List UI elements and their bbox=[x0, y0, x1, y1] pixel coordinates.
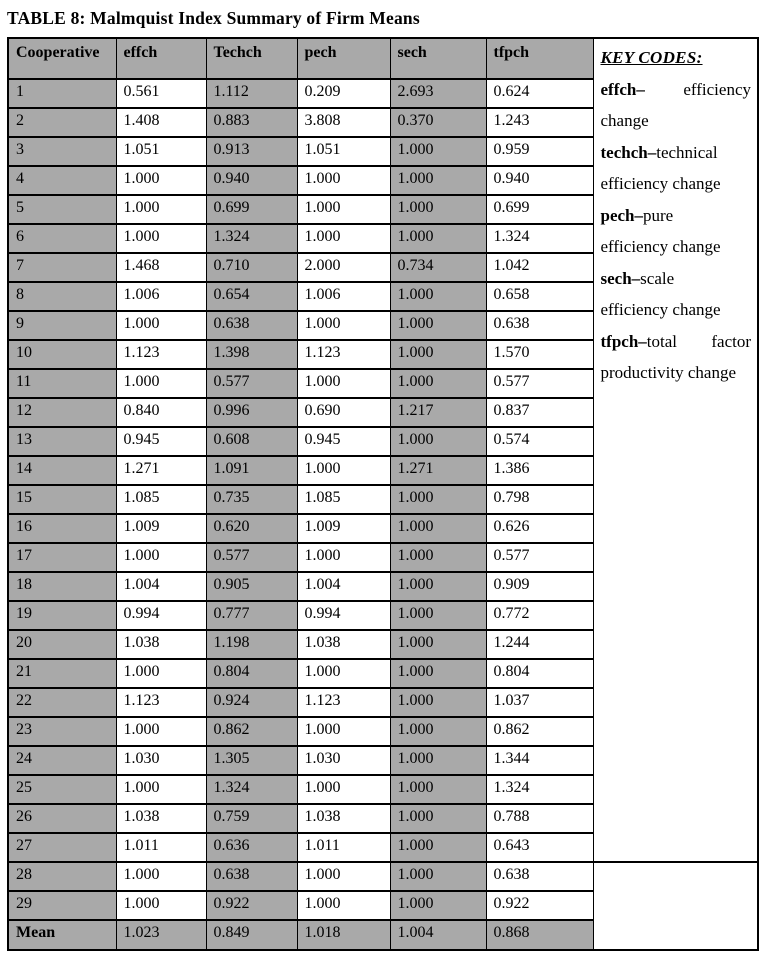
tfpch-cell: 1.344 bbox=[486, 746, 593, 775]
tfpch-cell: 0.940 bbox=[486, 166, 593, 195]
tfpch-cell: 0.638 bbox=[486, 311, 593, 340]
effch-cell: 1.000 bbox=[116, 224, 206, 253]
sech-cell: 1.000 bbox=[390, 282, 486, 311]
techch-cell: 0.913 bbox=[206, 137, 297, 166]
tfpch-cell: 0.798 bbox=[486, 485, 593, 514]
table-title: TABLE 8: Malmquist Index Summary of Firm Means bbox=[7, 8, 420, 28]
pech-cell: 0.209 bbox=[297, 79, 390, 108]
cooperative-cell: 11 bbox=[8, 369, 116, 398]
tfpch-cell: 0.772 bbox=[486, 601, 593, 630]
techch-cell: 1.324 bbox=[206, 224, 297, 253]
tfpch-cell: 0.909 bbox=[486, 572, 593, 601]
sech-cell: 1.000 bbox=[390, 746, 486, 775]
cooperative-cell: 1 bbox=[8, 79, 116, 108]
pech-cell: 1.000 bbox=[297, 659, 390, 688]
cooperative-cell: 25 bbox=[8, 775, 116, 804]
cooperative-cell: 19 bbox=[8, 601, 116, 630]
techch-cell: 0.905 bbox=[206, 572, 297, 601]
pech-cell: 1.123 bbox=[297, 340, 390, 369]
tfpch-cell: 0.699 bbox=[486, 195, 593, 224]
cooperative-cell: 7 bbox=[8, 253, 116, 282]
sech-cell: 1.000 bbox=[390, 311, 486, 340]
sech-cell: 1.000 bbox=[390, 862, 486, 891]
sech-cell: 1.000 bbox=[390, 340, 486, 369]
effch-cell: 1.038 bbox=[116, 804, 206, 833]
pech-cell: 1.000 bbox=[297, 166, 390, 195]
pech-cell: 1.006 bbox=[297, 282, 390, 311]
tfpch-cell: 0.922 bbox=[486, 891, 593, 920]
sech-cell: 2.693 bbox=[390, 79, 486, 108]
effch-cell: 0.561 bbox=[116, 79, 206, 108]
key-code-line: efficiency change bbox=[600, 300, 721, 319]
empty-key-cell bbox=[593, 862, 758, 950]
effch-cell: 1.000 bbox=[116, 311, 206, 340]
sech-cell: 1.271 bbox=[390, 456, 486, 485]
cooperative-cell: 27 bbox=[8, 833, 116, 862]
effch-cell: 1.004 bbox=[116, 572, 206, 601]
sech-cell: 0.734 bbox=[390, 253, 486, 282]
cooperative-cell: 9 bbox=[8, 311, 116, 340]
cooperative-cell: 21 bbox=[8, 659, 116, 688]
techch-cell: 1.198 bbox=[206, 630, 297, 659]
techch-cell: 0.735 bbox=[206, 485, 297, 514]
cooperative-cell: 6 bbox=[8, 224, 116, 253]
tfpch-cell: 0.626 bbox=[486, 514, 593, 543]
techch-cell: 0.922 bbox=[206, 891, 297, 920]
techch-cell: 1.112 bbox=[206, 79, 297, 108]
cooperative-cell: 17 bbox=[8, 543, 116, 572]
tfpch-mean-cell: 0.868 bbox=[486, 920, 593, 950]
pech-cell: 1.030 bbox=[297, 746, 390, 775]
col-header-effch: effch bbox=[116, 38, 206, 79]
effch-cell: 1.408 bbox=[116, 108, 206, 137]
tfpch-cell: 1.386 bbox=[486, 456, 593, 485]
sech-cell: 0.370 bbox=[390, 108, 486, 137]
cooperative-cell: 3 bbox=[8, 137, 116, 166]
techch-mean-cell: 0.849 bbox=[206, 920, 297, 950]
col-header-tfpch: tfpch bbox=[486, 38, 593, 79]
pech-cell: 0.945 bbox=[297, 427, 390, 456]
col-header-cooperative: Cooperative bbox=[8, 38, 116, 79]
effch-cell: 1.030 bbox=[116, 746, 206, 775]
sech-cell: 1.000 bbox=[390, 775, 486, 804]
cooperative-cell: 29 bbox=[8, 891, 116, 920]
effch-cell: 1.038 bbox=[116, 630, 206, 659]
tfpch-cell: 0.638 bbox=[486, 862, 593, 891]
cooperative-cell: 5 bbox=[8, 195, 116, 224]
tfpch-cell: 1.042 bbox=[486, 253, 593, 282]
key-codes-cell bbox=[593, 38, 758, 862]
sech-cell: 1.000 bbox=[390, 891, 486, 920]
techch-cell: 1.305 bbox=[206, 746, 297, 775]
pech-cell: 1.000 bbox=[297, 891, 390, 920]
effch-cell: 1.000 bbox=[116, 862, 206, 891]
key-code-line: productivity change bbox=[600, 363, 736, 382]
sech-cell: 1.000 bbox=[390, 833, 486, 862]
effch-cell: 0.994 bbox=[116, 601, 206, 630]
pech-cell: 1.000 bbox=[297, 311, 390, 340]
techch-cell: 0.636 bbox=[206, 833, 297, 862]
effch-cell: 1.271 bbox=[116, 456, 206, 485]
effch-cell: 1.123 bbox=[116, 340, 206, 369]
malmquist-table bbox=[7, 37, 759, 951]
tfpch-cell: 1.037 bbox=[486, 688, 593, 717]
col-header-techch: Techch bbox=[206, 38, 297, 79]
cooperative-cell: 8 bbox=[8, 282, 116, 311]
effch-cell: 1.000 bbox=[116, 717, 206, 746]
key-code-line-pech: pech–pure bbox=[600, 205, 674, 225]
cooperative-cell: 26 bbox=[8, 804, 116, 833]
pech-cell: 2.000 bbox=[297, 253, 390, 282]
tfpch-cell: 0.658 bbox=[486, 282, 593, 311]
sech-mean-cell: 1.004 bbox=[390, 920, 486, 950]
effch-cell: 1.011 bbox=[116, 833, 206, 862]
cooperative-cell: 28 bbox=[8, 862, 116, 891]
tfpch-cell: 0.577 bbox=[486, 543, 593, 572]
effch-cell: 1.009 bbox=[116, 514, 206, 543]
sech-cell: 1.000 bbox=[390, 137, 486, 166]
tfpch-cell: 1.243 bbox=[486, 108, 593, 137]
col-header-pech: pech bbox=[297, 38, 390, 79]
pech-cell: 1.123 bbox=[297, 688, 390, 717]
pech-cell: 1.000 bbox=[297, 369, 390, 398]
pech-cell: 1.051 bbox=[297, 137, 390, 166]
sech-cell: 1.000 bbox=[390, 601, 486, 630]
cooperative-cell: 22 bbox=[8, 688, 116, 717]
techch-cell: 0.620 bbox=[206, 514, 297, 543]
effch-cell: 1.000 bbox=[116, 891, 206, 920]
effch-cell: 1.000 bbox=[116, 543, 206, 572]
techch-cell: 0.654 bbox=[206, 282, 297, 311]
key-code-line-tfpch: tfpch–total factor bbox=[600, 331, 751, 351]
sech-cell: 1.000 bbox=[390, 427, 486, 456]
key-code-line-effch: effch– efficiency bbox=[600, 79, 751, 99]
techch-cell: 0.862 bbox=[206, 717, 297, 746]
pech-cell: 1.000 bbox=[297, 717, 390, 746]
tfpch-cell: 0.574 bbox=[486, 427, 593, 456]
techch-cell: 0.638 bbox=[206, 862, 297, 891]
sech-cell: 1.000 bbox=[390, 485, 486, 514]
tfpch-cell: 0.788 bbox=[486, 804, 593, 833]
cooperative-cell: 18 bbox=[8, 572, 116, 601]
pech-cell: 1.009 bbox=[297, 514, 390, 543]
pech-mean-cell: 1.018 bbox=[297, 920, 390, 950]
sech-cell: 1.000 bbox=[390, 166, 486, 195]
cooperative-cell: 23 bbox=[8, 717, 116, 746]
techch-cell: 0.759 bbox=[206, 804, 297, 833]
techch-cell: 0.638 bbox=[206, 311, 297, 340]
cooperative-cell: 24 bbox=[8, 746, 116, 775]
col-header-sech: sech bbox=[390, 38, 486, 79]
cooperative-cell: 4 bbox=[8, 166, 116, 195]
cooperative-cell: 16 bbox=[8, 514, 116, 543]
cooperative-cell: 12 bbox=[8, 398, 116, 427]
effch-cell: 0.945 bbox=[116, 427, 206, 456]
pech-cell: 1.011 bbox=[297, 833, 390, 862]
techch-cell: 1.398 bbox=[206, 340, 297, 369]
pech-cell: 1.000 bbox=[297, 456, 390, 485]
effch-cell: 1.051 bbox=[116, 137, 206, 166]
key-code-line-sech: sech–scale bbox=[600, 268, 675, 288]
techch-cell: 0.577 bbox=[206, 543, 297, 572]
effch-cell: 0.840 bbox=[116, 398, 206, 427]
effch-cell: 1.085 bbox=[116, 485, 206, 514]
key-code-line-techch: techch–technical bbox=[600, 142, 718, 162]
tfpch-cell: 0.804 bbox=[486, 659, 593, 688]
pech-cell: 1.085 bbox=[297, 485, 390, 514]
effch-mean-cell: 1.023 bbox=[116, 920, 206, 950]
pech-cell: 1.000 bbox=[297, 775, 390, 804]
pech-cell: 1.000 bbox=[297, 862, 390, 891]
effch-cell: 1.000 bbox=[116, 659, 206, 688]
sech-cell: 1.217 bbox=[390, 398, 486, 427]
tfpch-cell: 0.577 bbox=[486, 369, 593, 398]
pech-cell: 1.004 bbox=[297, 572, 390, 601]
techch-cell: 1.324 bbox=[206, 775, 297, 804]
tfpch-cell: 0.624 bbox=[486, 79, 593, 108]
sech-cell: 1.000 bbox=[390, 572, 486, 601]
sech-cell: 1.000 bbox=[390, 195, 486, 224]
pech-cell: 3.808 bbox=[297, 108, 390, 137]
effch-cell: 1.000 bbox=[116, 166, 206, 195]
tfpch-cell: 0.643 bbox=[486, 833, 593, 862]
cooperative-cell: 2 bbox=[8, 108, 116, 137]
tfpch-cell: 0.837 bbox=[486, 398, 593, 427]
techch-cell: 1.091 bbox=[206, 456, 297, 485]
pech-cell: 1.000 bbox=[297, 224, 390, 253]
cooperative-cell: 13 bbox=[8, 427, 116, 456]
header-row bbox=[8, 38, 758, 79]
pech-cell: 1.038 bbox=[297, 804, 390, 833]
pech-cell: 1.000 bbox=[297, 543, 390, 572]
tfpch-cell: 1.244 bbox=[486, 630, 593, 659]
tfpch-cell: 0.862 bbox=[486, 717, 593, 746]
key-code-line: efficiency change bbox=[600, 237, 721, 256]
sech-cell: 1.000 bbox=[390, 369, 486, 398]
sech-cell: 1.000 bbox=[390, 630, 486, 659]
sech-cell: 1.000 bbox=[390, 688, 486, 717]
effch-cell: 1.000 bbox=[116, 775, 206, 804]
techch-cell: 0.608 bbox=[206, 427, 297, 456]
effch-cell: 1.006 bbox=[116, 282, 206, 311]
techch-cell: 0.699 bbox=[206, 195, 297, 224]
sech-cell: 1.000 bbox=[390, 543, 486, 572]
cooperative-cell: 10 bbox=[8, 340, 116, 369]
tfpch-cell: 0.959 bbox=[486, 137, 593, 166]
techch-cell: 0.777 bbox=[206, 601, 297, 630]
effch-cell: 1.000 bbox=[116, 195, 206, 224]
tfpch-cell: 1.570 bbox=[486, 340, 593, 369]
effch-cell: 1.123 bbox=[116, 688, 206, 717]
techch-cell: 0.996 bbox=[206, 398, 297, 427]
key-code-line: change bbox=[600, 111, 649, 130]
techch-cell: 0.804 bbox=[206, 659, 297, 688]
key-code-line: efficiency change bbox=[600, 174, 721, 193]
effch-cell: 1.000 bbox=[116, 369, 206, 398]
pech-cell: 0.994 bbox=[297, 601, 390, 630]
tfpch-cell: 1.324 bbox=[486, 775, 593, 804]
sech-cell: 1.000 bbox=[390, 804, 486, 833]
effch-cell: 1.468 bbox=[116, 253, 206, 282]
tfpch-cell: 1.324 bbox=[486, 224, 593, 253]
techch-cell: 0.577 bbox=[206, 369, 297, 398]
pech-cell: 1.038 bbox=[297, 630, 390, 659]
cooperative-cell: 20 bbox=[8, 630, 116, 659]
pech-cell: 0.690 bbox=[297, 398, 390, 427]
key-codes-title: KEY CODES: bbox=[600, 48, 703, 67]
techch-cell: 0.940 bbox=[206, 166, 297, 195]
techch-cell: 0.710 bbox=[206, 253, 297, 282]
sech-cell: 1.000 bbox=[390, 514, 486, 543]
table-row bbox=[8, 862, 758, 891]
techch-cell: 0.924 bbox=[206, 688, 297, 717]
techch-cell: 0.883 bbox=[206, 108, 297, 137]
cooperative-cell: 14 bbox=[8, 456, 116, 485]
cooperative-cell: 15 bbox=[8, 485, 116, 514]
sech-cell: 1.000 bbox=[390, 224, 486, 253]
sech-cell: 1.000 bbox=[390, 717, 486, 746]
mean-label-cell: Mean bbox=[8, 920, 116, 950]
sech-cell: 1.000 bbox=[390, 659, 486, 688]
pech-cell: 1.000 bbox=[297, 195, 390, 224]
